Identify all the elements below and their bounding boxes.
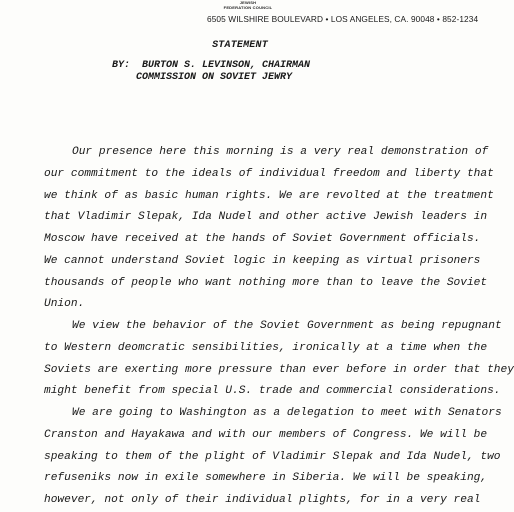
body-line: speaking to them of the plight of Vladimir Slepak and Ida Nudel, two bbox=[44, 450, 501, 463]
body-line: We are going to Washington as a delegation to meet with Senators bbox=[72, 407, 502, 419]
body-line: thousands of people who want nothing more than to leave the Soviet bbox=[44, 276, 488, 289]
commission-line: COMMISSION ON SOVIET JEWRY bbox=[136, 72, 293, 83]
body-line: we think of as basic human rights. We are revolted at the treatment bbox=[44, 189, 494, 202]
org-line-2: FEDERATION COUNCIL bbox=[223, 5, 273, 10]
body-line: to Western deomcratic sensibilities, ironically at a time when the bbox=[44, 341, 488, 354]
body-line: Cranston and Hayakawa and with our members of Congress. We will be bbox=[44, 428, 488, 441]
body-line: Moscow have received at the hands of Soviet Government officials. bbox=[44, 233, 481, 245]
body-line: Soviets are exerting more pressure than ever before in order that they bbox=[44, 363, 514, 376]
body-line: that Vladimir Slepak, Ida Nudel and other active Jewish leaders in bbox=[44, 211, 488, 224]
body-line: might benefit from special U.S. trade and commercial considerations. bbox=[44, 385, 501, 398]
by-label: BY: bbox=[112, 60, 131, 71]
body-line: We view the behavior of the Soviet Government as being repugnant bbox=[72, 320, 502, 332]
body-line: refuseniks now in exile somewhere in Siberia. We will be speaking, bbox=[44, 472, 488, 485]
org-line-1: JEWISH bbox=[239, 0, 257, 5]
author-line: BURTON S. LEVINSON, CHAIRMAN bbox=[142, 60, 311, 71]
letterhead-address: 6505 WILSHIRE BOULEVARD • LOS ANGELES, CA. 90048 • 852-1234 bbox=[207, 14, 479, 24]
body-line: Our presence here this morning is a very real demonstration of bbox=[72, 146, 489, 158]
statement-title: STATEMENT bbox=[212, 40, 268, 51]
statement-byline bbox=[112, 60, 310, 84]
body-line: We cannot understand Soviet logic in keeping as virtual prisoners bbox=[44, 254, 481, 267]
letterhead-organization bbox=[213, 0, 283, 10]
body-line: however, not only of their individual plights, for in a very real bbox=[44, 494, 481, 506]
body-line: Union. bbox=[44, 298, 85, 311]
body-line: our commitment to the ideals of individual freedom and liberty that bbox=[44, 167, 494, 180]
statement-body bbox=[44, 142, 514, 512]
